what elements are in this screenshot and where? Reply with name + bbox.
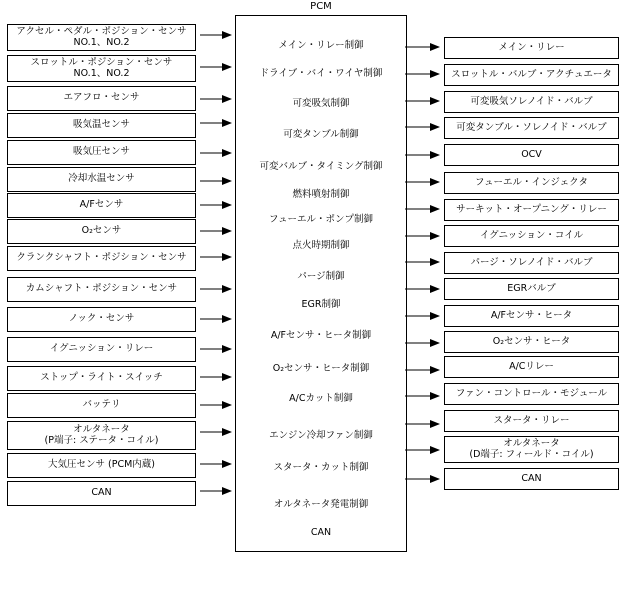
input-signal-box: 吸気温センサ — [7, 113, 196, 138]
output-actuator-box: EGRバルブ — [444, 278, 619, 300]
input-signal-box: バッテリ — [7, 393, 196, 418]
pcm-control-function: A/Fセンサ・ヒータ制御 — [270, 330, 372, 341]
pcm-control-function: 可変吸気制御 — [292, 98, 350, 109]
output-actuator-box: スロットル・バルブ・アクチュエータ — [444, 64, 619, 86]
output-actuator-box: 可変吸気ソレノイド・バルブ — [444, 91, 619, 113]
pcm-control-function: メイン・リレー制御 — [278, 40, 364, 51]
output-actuator-box: メイン・リレー — [444, 37, 619, 59]
pcm-control-function: 燃料噴射制御 — [292, 189, 350, 200]
output-actuator-box: CAN — [444, 468, 619, 490]
output-actuator-box: 可変タンブル・ソレノイド・バルブ — [444, 117, 619, 139]
output-actuator-box: OCV — [444, 144, 619, 166]
output-actuator-box: オルタネータ (D端子: フィールド・コイル) — [444, 436, 619, 463]
output-actuator-box: ファン・コントロール・モジュール — [444, 383, 619, 405]
input-signal-box: イグニッション・リレー — [7, 337, 196, 362]
pcm-control-function: O₂センサ・ヒータ制御 — [272, 363, 370, 374]
pcm-control-function: ドライブ・バイ・ワイヤ制御 — [259, 68, 383, 79]
input-signal-box: O₂センサ — [7, 219, 196, 244]
pcm-title: PCM — [310, 1, 332, 12]
input-signal-box: スロットル・ポジション・センサ NO.1、NO.2 — [7, 55, 196, 82]
output-actuator-box: フューエル・インジェクタ — [444, 172, 619, 194]
output-actuator-box: A/Cリレー — [444, 356, 619, 378]
pcm-control-function: 点火時期制御 — [292, 240, 350, 251]
input-signal-box: アクセル・ペダル・ポジション・センサ NO.1、NO.2 — [7, 24, 196, 51]
pcm-control-function: A/Cカット制御 — [289, 393, 353, 404]
input-signal-box: CAN — [7, 481, 196, 506]
input-signal-box: オルタネータ (P端子: ステータ・コイル) — [7, 421, 196, 450]
pcm-control-function: フューエル・ポンプ制御 — [268, 214, 374, 225]
pcm-control-function: CAN — [310, 527, 332, 538]
output-actuator-box: サーキット・オープニング・リレー — [444, 199, 619, 221]
pcm-control-function: エンジン冷却ファン制御 — [269, 430, 373, 441]
pcm-control-function: オルタネータ発電制御 — [273, 499, 369, 510]
input-signal-box: カムシャフト・ポジション・センサ — [7, 277, 196, 302]
input-signal-box: クランクシャフト・ポジション・センサ — [7, 246, 196, 271]
output-actuator-box: パージ・ソレノイド・バルブ — [444, 252, 619, 274]
input-signal-box: ノック・センサ — [7, 307, 196, 332]
input-signal-box: 大気圧センサ (PCM内蔵) — [7, 453, 196, 478]
pcm-control-function: 可変バルブ・タイミング制御 — [259, 161, 383, 172]
input-signal-box: ストップ・ライト・スイッチ — [7, 366, 196, 391]
output-actuator-box: A/Fセンサ・ヒータ — [444, 305, 619, 327]
output-actuator-box: O₂センサ・ヒータ — [444, 331, 619, 353]
output-actuator-box: スタータ・リレー — [444, 410, 619, 432]
pcm-control-function: 可変タンブル制御 — [283, 129, 359, 140]
input-signal-box: 冷却水温センサ — [7, 167, 196, 192]
input-signal-box: 吸気圧センサ — [7, 140, 196, 165]
pcm-control-function: EGR制御 — [301, 299, 341, 310]
input-signal-box: エアフロ・センサ — [7, 86, 196, 111]
pcm-control-function: パージ制御 — [297, 271, 345, 282]
output-actuator-box: イグニッション・コイル — [444, 225, 619, 247]
input-signal-box: A/Fセンサ — [7, 193, 196, 218]
pcm-control-function: スタータ・カット制御 — [273, 462, 369, 473]
